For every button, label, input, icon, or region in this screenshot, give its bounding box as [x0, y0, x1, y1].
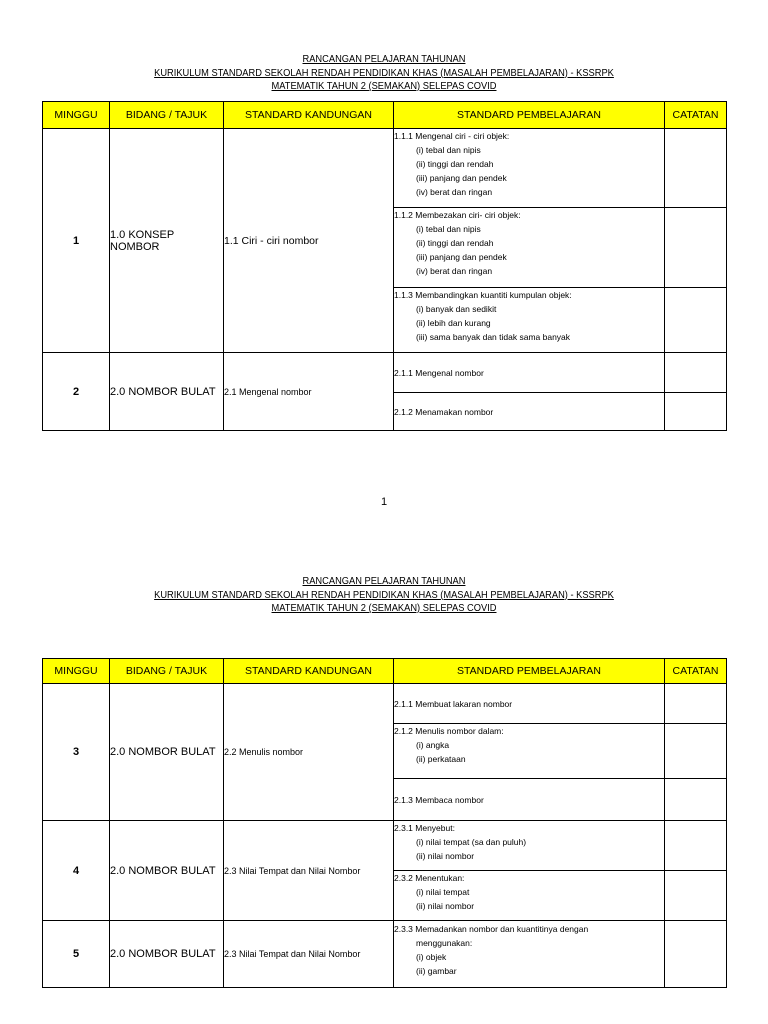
learning-standard-cell: [394, 684, 665, 724]
col-header-bidang: BIDANG / TAJUK: [110, 102, 224, 129]
page-2-heading: [0, 575, 768, 616]
content-standard-cell: 2.3 Nilai Tempat dan Nilai Nombor: [224, 821, 394, 921]
notes-cell: [665, 821, 727, 871]
col-header-bidang: BIDANG / TAJUK: [110, 659, 224, 684]
topic-cell: 2.0 NOMBOR BULAT: [110, 684, 224, 821]
page-number: 1: [380, 496, 388, 508]
week-number: 5: [43, 921, 110, 988]
learning-standard-item: menggunakan:: [416, 938, 473, 948]
notes-cell: [665, 208, 727, 288]
content-standard-cell: 2.2 Menulis nombor: [224, 684, 394, 821]
learning-standard-item: (i) tebal dan nipis: [416, 145, 481, 155]
content-standard-cell: 2.1 Mengenal nombor: [224, 353, 394, 431]
week-number: 1: [43, 129, 110, 353]
plan-table-page-1: [42, 101, 727, 431]
learning-standard-title: 1.1.2 Membezakan ciri- ciri objek:: [394, 210, 521, 220]
learning-standard-item: (i) tebal dan nipis: [416, 224, 481, 234]
notes-cell: [665, 353, 727, 393]
learning-standard-title: 2.1.1 Mengenal nombor: [394, 367, 484, 378]
week-number: 3: [43, 684, 110, 821]
plan-table-page-2: [42, 658, 727, 988]
learning-standard-title: 2.1.1 Membuat lakaran nombor: [394, 698, 513, 709]
learning-standard-cell: [394, 129, 665, 208]
learning-standard-item: (iii) panjang dan pendek: [416, 173, 507, 183]
heading-line-2: KURIKULUM STANDARD SEKOLAH RENDAH PENDIDIKAN KHAS (MASALAH PEMBELAJARAN) - KSSRPK: [154, 67, 614, 79]
topic-cell: 2.0 NOMBOR BULAT: [110, 821, 224, 921]
table-row: [43, 353, 727, 393]
learning-standard-item: (i) objek: [416, 952, 447, 962]
learning-standard-item: (ii) lebih dan kurang: [416, 318, 491, 328]
learning-standard-cell: [394, 779, 665, 821]
week-number: 4: [43, 821, 110, 921]
page-1-heading: [0, 53, 768, 94]
notes-cell: [665, 724, 727, 779]
learning-standard-title: 2.3.1 Menyebut:: [394, 823, 455, 833]
learning-standard-item: (ii) gambar: [416, 966, 457, 976]
learning-standard-cell: [394, 353, 665, 393]
col-header-kandungan: STANDARD KANDUNGAN: [224, 102, 394, 129]
content-standard-cell: 1.1 Ciri - ciri nombor: [224, 129, 394, 353]
learning-standard-item: (iii) panjang dan pendek: [416, 252, 507, 262]
heading-line-1: RANCANGAN PELAJARAN TAHUNAN: [302, 54, 466, 65]
col-header-pembelajaran: STANDARD PEMBELAJARAN: [394, 659, 665, 684]
learning-standard-item: (ii) tinggi dan rendah: [416, 238, 494, 248]
col-header-catatan: CATATAN: [665, 102, 727, 129]
week-number: 2: [43, 353, 110, 431]
table-row: [43, 821, 727, 871]
learning-standard-item: (iii) sama banyak dan tidak sama banyak: [416, 332, 571, 342]
topic-cell: 2.0 NOMBOR BULAT: [110, 353, 224, 431]
learning-standard-item: (iv) berat dan ringan: [416, 266, 493, 276]
notes-cell: [665, 871, 727, 921]
content-standard-cell: 2.3 Nilai Tempat dan Nilai Nombor: [224, 921, 394, 988]
heading-line-3: MATEMATIK TAHUN 2 (SEMAKAN) SELEPAS COVID: [271, 603, 497, 614]
learning-standard-title: 2.1.2 Menamakan nombor: [394, 406, 494, 417]
notes-cell: [665, 779, 727, 821]
col-header-catatan: CATATAN: [665, 659, 727, 684]
learning-standard-title: 2.1.3 Membaca nombor: [394, 794, 484, 805]
heading-line-2: KURIKULUM STANDARD SEKOLAH RENDAH PENDIDIKAN KHAS (MASALAH PEMBELAJARAN) - KSSRPK: [154, 589, 614, 601]
col-header-minggu: MINGGU: [43, 659, 110, 684]
topic-cell: 1.0 KONSEP NOMBOR: [110, 129, 224, 353]
learning-standard-item: (iv) berat dan ringan: [416, 187, 493, 197]
learning-standard-cell: [394, 288, 665, 353]
learning-standard-title: 2.3.2 Menentukan:: [394, 873, 465, 883]
learning-standard-cell: [394, 921, 665, 988]
learning-standard-title: 2.3.3 Memadankan nombor dan kuantitinya dengan: [394, 924, 589, 934]
notes-cell: [665, 129, 727, 208]
learning-standard-cell: [394, 208, 665, 288]
learning-standard-item: (i) nilai tempat (sa dan puluh): [416, 837, 527, 847]
col-header-pembelajaran: STANDARD PEMBELAJARAN: [394, 102, 665, 129]
learning-standard-title: 1.1.1 Mengenal ciri - ciri objek:: [394, 131, 510, 141]
notes-cell: [665, 393, 727, 431]
learning-standard-item: (i) angka: [416, 740, 450, 750]
notes-cell: [665, 288, 727, 353]
col-header-minggu: MINGGU: [43, 102, 110, 129]
heading-line-1: RANCANGAN PELAJARAN TAHUNAN: [302, 576, 466, 587]
learning-standard-cell: [394, 871, 665, 921]
learning-standard-cell: [394, 821, 665, 871]
learning-standard-item: (ii) tinggi dan rendah: [416, 159, 494, 169]
table-row: [43, 129, 727, 208]
topic-cell: 2.0 NOMBOR BULAT: [110, 921, 224, 988]
notes-cell: [665, 684, 727, 724]
learning-standard-title: 1.1.3 Membandingkan kuantiti kumpulan objek:: [394, 290, 572, 300]
learning-standard-item: (ii) nilai nombor: [416, 851, 475, 861]
notes-cell: [665, 921, 727, 988]
learning-standard-item: (i) banyak dan sedikit: [416, 304, 497, 314]
table-row: [43, 921, 727, 988]
col-header-kandungan: STANDARD KANDUNGAN: [224, 659, 394, 684]
learning-standard-cell: [394, 724, 665, 779]
learning-standard-cell: [394, 393, 665, 431]
learning-standard-title: 2.1.2 Menulis nombor dalam:: [394, 726, 504, 736]
heading-line-3: MATEMATIK TAHUN 2 (SEMAKAN) SELEPAS COVID: [271, 81, 497, 92]
learning-standard-item: (ii) nilai nombor: [416, 901, 475, 911]
learning-standard-item: (i) nilai tempat: [416, 887, 470, 897]
table-row: [43, 684, 727, 724]
learning-standard-item: (ii) perkataan: [416, 754, 466, 764]
